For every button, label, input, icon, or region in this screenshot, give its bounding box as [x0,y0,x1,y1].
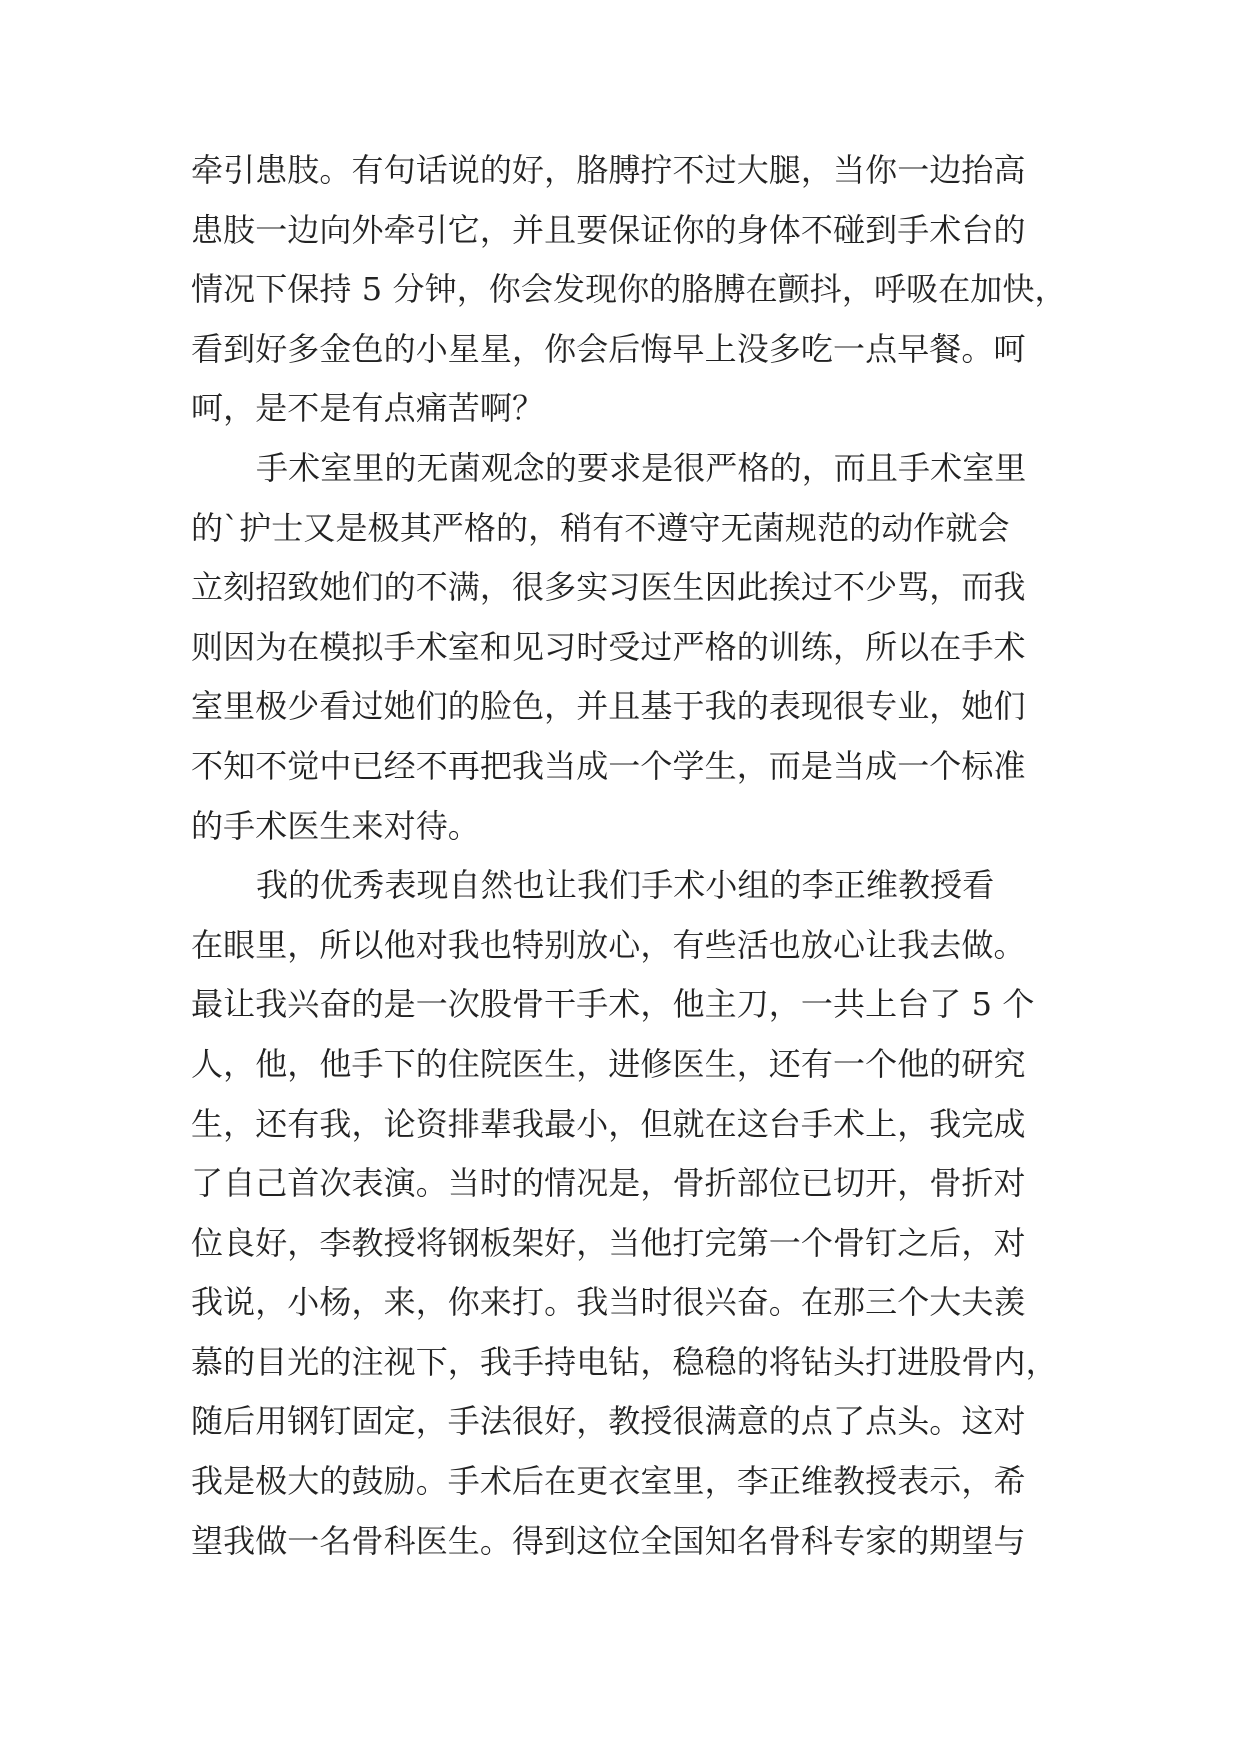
text-line: 在眼里，所以他对我也特别放心，有些活也放心让我去做。 [191,925,1026,964]
text-line: 的手术医生来对待。 [191,806,480,845]
paragraph-start-line: 我的优秀表现自然也让我们手术小组的李正维教授看 [256,866,995,905]
paragraph-start-line: 手术室里的无菌观念的要求是很严格的，而且手术室里 [256,448,1027,487]
text-line: 生，还有我，论资排辈我最小，但就在这台手术上，我完成 [191,1104,1026,1143]
text-line: 位良好，李教授将钢板架好，当他打完第一个骨钉之后，对 [191,1223,1026,1262]
text-line: 患肢一边向外牵引它，并且要保证你的身体不碰到手术台的 [191,210,1026,249]
text-line: 我是极大的鼓励。手术后在更衣室里，李正维教授表示，希 [191,1462,1026,1501]
text-line: 望我做一名骨科医生。得到这位全国知名骨科专家的期望与 [191,1521,1026,1560]
text-line: 最让我兴奋的是一次股骨干手术，他主刀，一共上台了 5 个 [191,985,1035,1024]
text-line: 的`护士又是极其严格的，稍有不遵守无菌规范的动作就会 [191,508,1010,547]
text-line: 我说，小杨，来，你来打。我当时很兴奋。在那三个大夫羡 [191,1283,1026,1322]
text-line: 慕的目光的注视下，我手持电钻，稳稳的将钻头打进股骨内， [191,1342,1058,1381]
text-line: 立刻招致她们的不满，很多实习医生因此挨过不少骂，而我 [191,568,1026,607]
text-line: 看到好多金色的小星星，你会后悔早上没多吃一点早餐。呵 [191,329,1026,368]
text-line: 牵引患肢。有句话说的好，胳膊拧不过大腿，当你一边抬高 [191,151,1026,189]
text-line: 随后用钢钉固定，手法很好，教授很满意的点了点头。这对 [191,1402,1026,1441]
text-line: 则因为在模拟手术室和见习时受过严格的训练，所以在手术 [191,627,1026,666]
text-line: 呵，是不是有点痛苦啊？ [191,389,545,428]
text-line: 室里极少看过她们的脸色，并且基于我的表现很专业，她们 [191,687,1026,726]
text-line: 不知不觉中已经不再把我当成一个学生，而是当成一个标准 [191,746,1026,785]
document-body [191,141,1067,1571]
text-line: 了自己首次表演。当时的情况是，骨折部位已切开，骨折对 [191,1164,1026,1203]
text-line: 人，他，他手下的住院医生，进修医生，还有一个他的研究 [191,1044,1026,1083]
text-line: 情况下保持 5 分钟，你会发现你的胳膊在颤抖，呼吸在加快， [191,270,1067,309]
